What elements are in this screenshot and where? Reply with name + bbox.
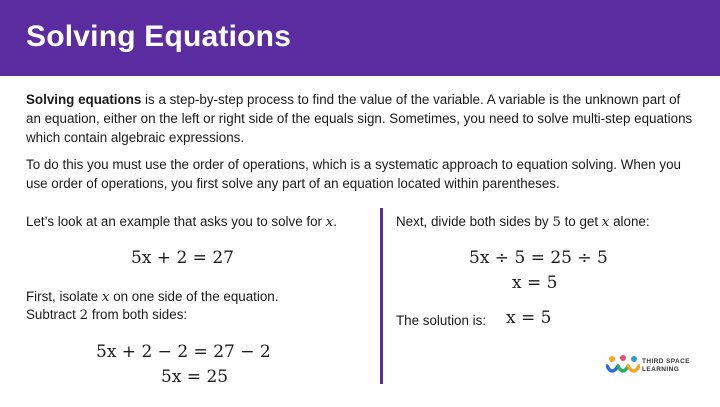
solution-label: The solution is: bbox=[396, 313, 487, 328]
intro-paragraph-1 bbox=[26, 90, 698, 147]
divide-instruction: Next, divide both sides by 5 to get x alone: bbox=[396, 214, 650, 230]
example-equation: 5x + 2 = 27 bbox=[131, 248, 234, 268]
logo-text: THIRD SPACE LEARNING bbox=[642, 358, 690, 373]
example-instruction: Let’s look at an example that asks you to solve for x. bbox=[26, 214, 338, 230]
third-space-learning-logo bbox=[606, 354, 706, 378]
divide-step-equation: 5x ÷ 5 = 25 ÷ 5 bbox=[469, 248, 608, 268]
subtract-step-equation: 5x + 2 − 2 = 27 − 2 bbox=[96, 342, 271, 362]
divide-result-equation: x = 5 bbox=[512, 273, 558, 293]
solution-equation: x = 5 bbox=[506, 308, 552, 328]
intro-text-1: is a step-by-step process to find the value of the variable. A variable is the unknown part of an equation, either on the left or right side of the equals sign. Sometimes, you need to solve multi-step equations which contain algebraic expressions. bbox=[26, 92, 693, 145]
header-bar bbox=[0, 0, 720, 76]
page-title: Solving Equations bbox=[26, 20, 292, 53]
column-divider bbox=[380, 208, 383, 384]
isolate-instruction: First, isolate x on one side of the equation. bbox=[26, 289, 279, 305]
subtract-result-equation: 5x = 25 bbox=[161, 367, 229, 387]
intro-term: Solving equations bbox=[26, 92, 142, 107]
subtract-instruction: Subtract 2 from both sides: bbox=[26, 307, 188, 323]
intro-paragraph-2: To do this you must use the order of operations, which is a systematic approach to equation solving. When you use order of operations, you first solve any part of an equation located within parentheses. bbox=[26, 157, 682, 191]
logo-mark-icon bbox=[606, 354, 640, 378]
